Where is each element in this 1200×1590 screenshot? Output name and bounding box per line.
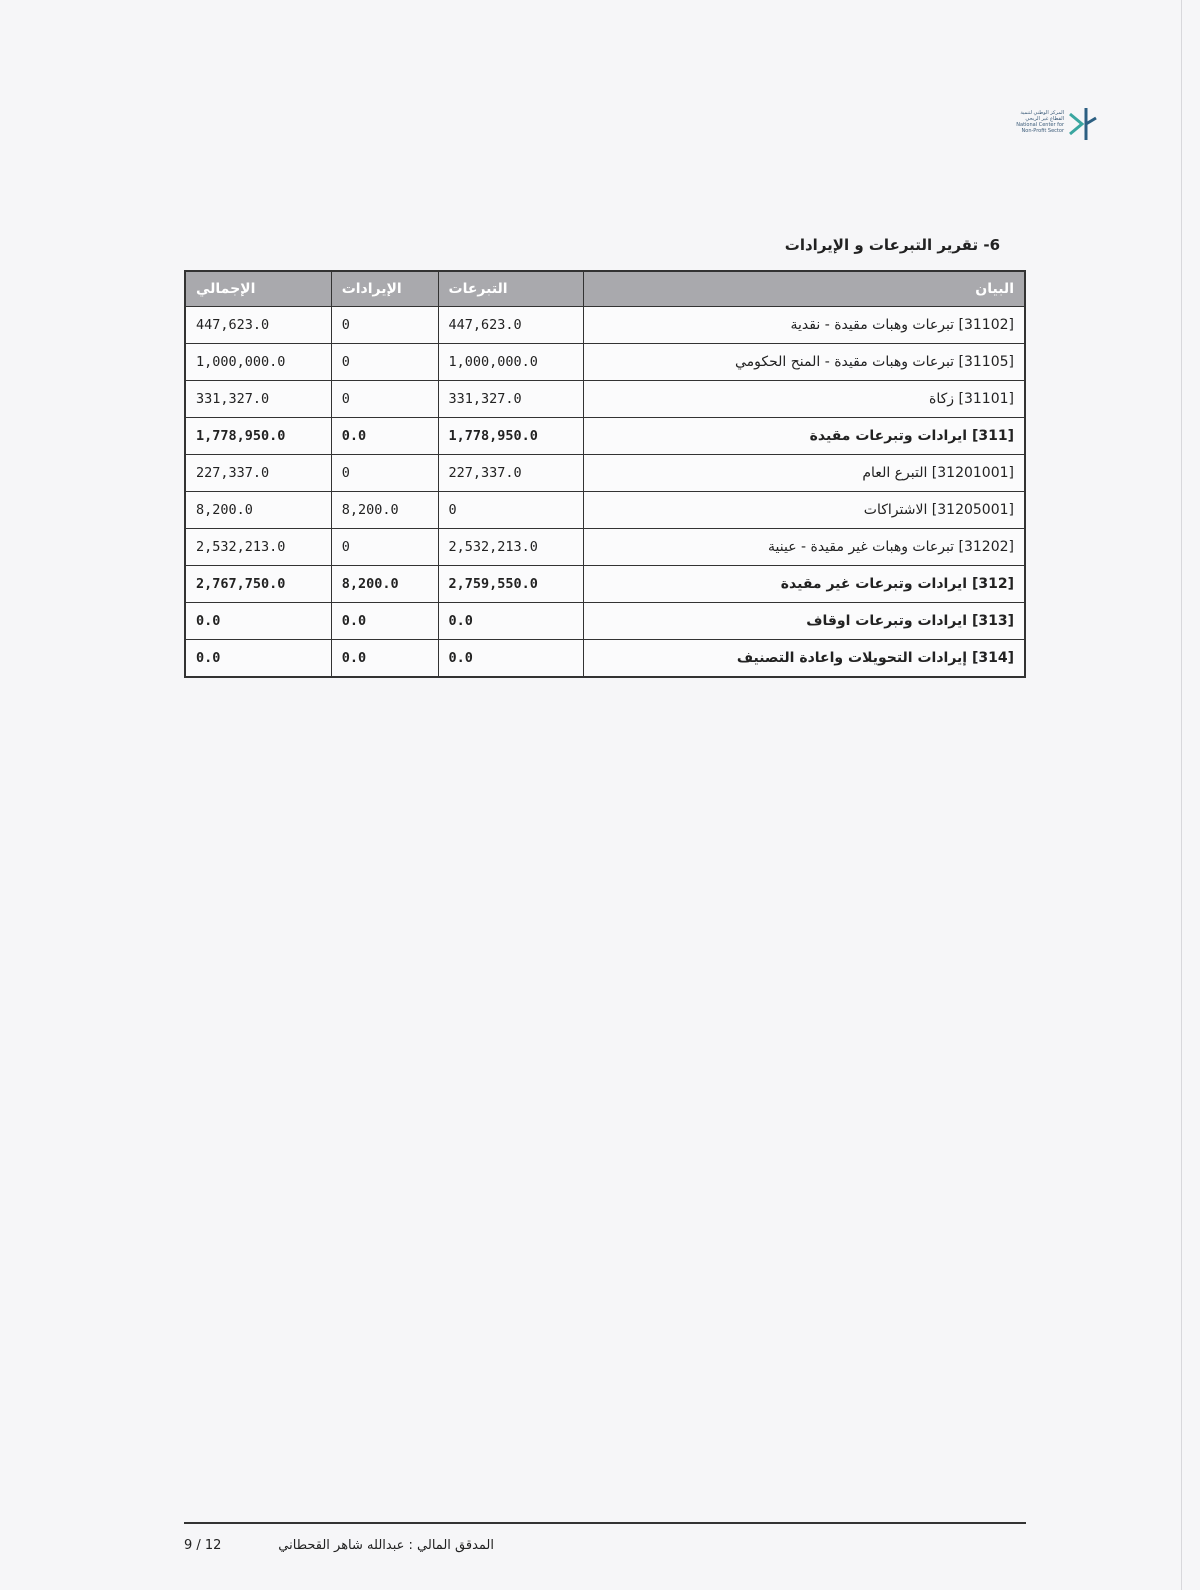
row-revenues: 0.0	[331, 418, 438, 455]
donations-revenues-table	[184, 270, 1026, 678]
table-row	[185, 344, 1025, 381]
row-desc: [314] إيرادات التحويلات واعادة التصنيف	[584, 640, 1026, 678]
table-row	[185, 381, 1025, 418]
table-row-subtotal	[185, 418, 1025, 455]
row-total: 227,337.0	[185, 455, 331, 492]
header-donations: التبرعات	[438, 271, 584, 307]
table-header-row	[185, 271, 1025, 307]
logo-text-line: المركز الوطني لتنمية	[1020, 110, 1064, 116]
row-donations: 227,337.0	[438, 455, 584, 492]
row-total: 2,532,213.0	[185, 529, 331, 566]
logo-text	[1004, 110, 1064, 134]
row-desc: [31102] تبرعات وهبات مقيدة - نقدية	[584, 307, 1026, 344]
logo	[1004, 104, 1102, 146]
row-desc: [31205001] الاشتراكات	[584, 492, 1026, 529]
row-total: 0.0	[185, 603, 331, 640]
header-revenues: الإيرادات	[331, 271, 438, 307]
row-revenues: 8,200.0	[331, 492, 438, 529]
row-donations: 447,623.0	[438, 307, 584, 344]
logo-mark-icon	[1068, 104, 1098, 144]
row-total: 8,200.0	[185, 492, 331, 529]
table-row	[185, 307, 1025, 344]
row-revenues: 0	[331, 344, 438, 381]
row-donations: 1,778,950.0	[438, 418, 584, 455]
section-title: 6- تقرير التبرعات و الإيرادات	[784, 236, 1000, 254]
page-number: 9 / 12	[184, 1538, 222, 1553]
row-donations: 2,759,550.0	[438, 566, 584, 603]
row-revenues: 8,200.0	[331, 566, 438, 603]
header-total: الإجمالي	[185, 271, 331, 307]
row-total: 2,767,750.0	[185, 566, 331, 603]
table-row	[185, 492, 1025, 529]
row-donations: 2,532,213.0	[438, 529, 584, 566]
row-revenues: 0	[331, 381, 438, 418]
row-total: 447,623.0	[185, 307, 331, 344]
row-total: 1,778,950.0	[185, 418, 331, 455]
row-donations: 0.0	[438, 640, 584, 678]
row-donations: 1,000,000.0	[438, 344, 584, 381]
header-desc: البيان	[584, 271, 1026, 307]
row-revenues: 0	[331, 307, 438, 344]
row-desc: [312] ايرادات وتبرعات غير مقيدة	[584, 566, 1026, 603]
row-revenues: 0.0	[331, 640, 438, 678]
row-total: 331,327.0	[185, 381, 331, 418]
logo-text-line: القطاع غير الربحي	[1025, 116, 1064, 122]
row-revenues: 0	[331, 529, 438, 566]
row-desc: [311] ايرادات وتبرعات مقيدة	[584, 418, 1026, 455]
row-donations: 0.0	[438, 603, 584, 640]
row-total: 0.0	[185, 640, 331, 678]
row-total: 1,000,000.0	[185, 344, 331, 381]
row-desc: [31201001] التبرع العام	[584, 455, 1026, 492]
logo-text-line: Non-Profit Sector	[1021, 128, 1064, 134]
table-row	[185, 455, 1025, 492]
table-row-subtotal	[185, 640, 1025, 678]
row-revenues: 0	[331, 455, 438, 492]
footer-divider	[184, 1522, 1026, 1524]
table-row-subtotal	[185, 566, 1025, 603]
table-row	[185, 529, 1025, 566]
row-donations: 331,327.0	[438, 381, 584, 418]
row-desc: [31202] تبرعات وهبات غير مقيدة - عينية	[584, 529, 1026, 566]
row-desc: [313] ايرادات وتبرعات اوقاف	[584, 603, 1026, 640]
footer-auditor: المدقق المالي : عبدالله شاهر القحطاني	[278, 1538, 494, 1553]
table-row-subtotal	[185, 603, 1025, 640]
row-revenues: 0.0	[331, 603, 438, 640]
row-desc: [31101] زكاة	[584, 381, 1026, 418]
page-edge	[1181, 0, 1182, 1590]
logo-text-line: National Center for	[1016, 122, 1064, 128]
row-donations: 0	[438, 492, 584, 529]
row-desc: [31105] تبرعات وهبات مقيدة - المنح الحكومي	[584, 344, 1026, 381]
